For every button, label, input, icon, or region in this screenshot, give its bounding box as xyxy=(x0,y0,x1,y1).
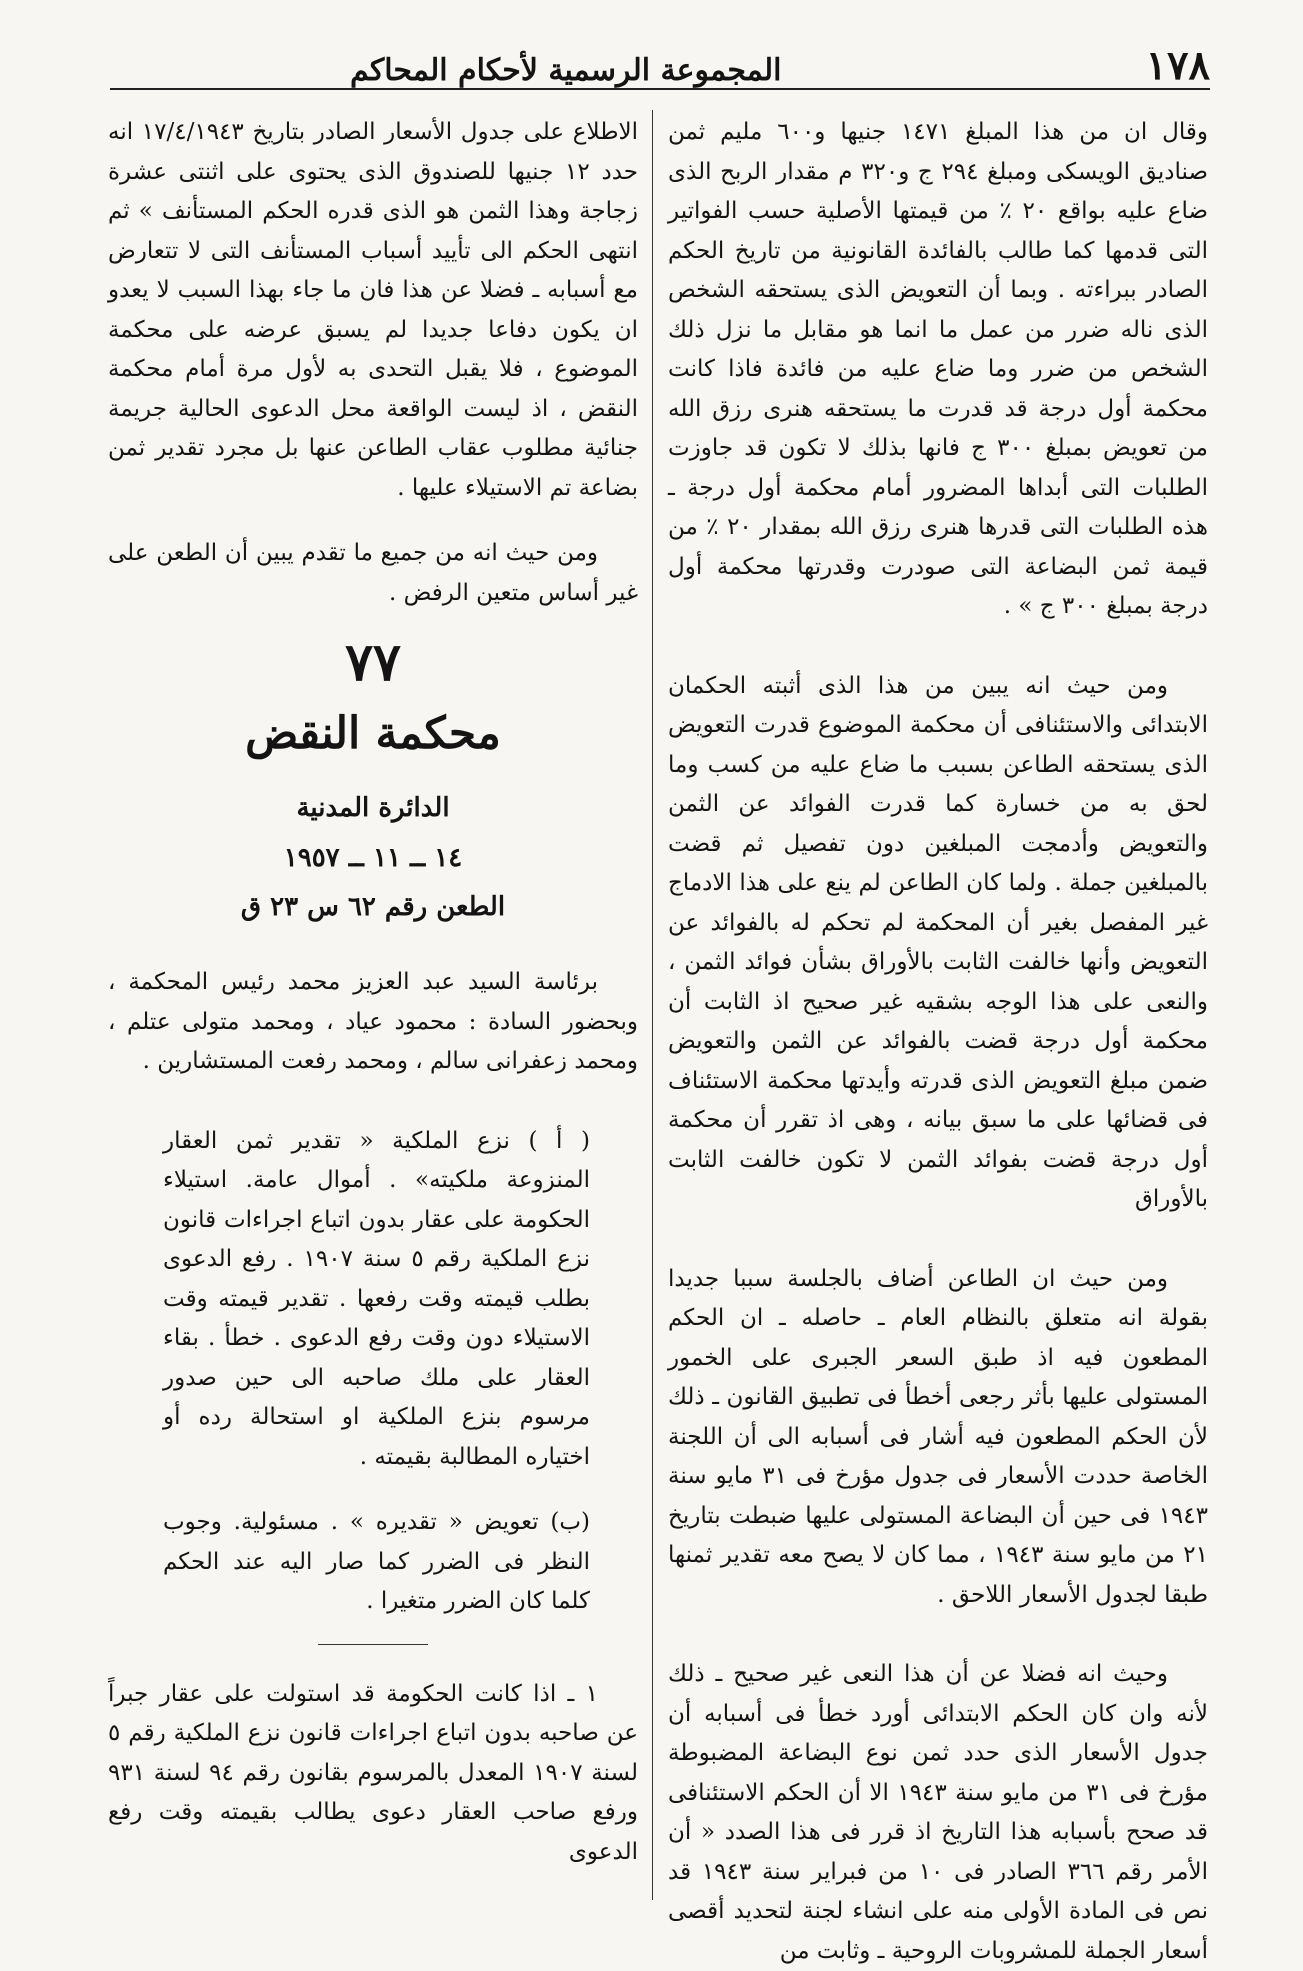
paragraph: وحيث انه فضلا عن أن هذا النعى غير صحيح ـ ذلك لأنه وان كان الحكم الابتدائى أورد خطأ فى أسبابه أن جدول الأسعار الذى حدد ثمن نوع البضاعة المضبوطة مؤرخ فى ٣١ من مايو سنة ١٩٤٣ الا أن الحكم الاستئنافى قد صحح بأسبابه هذا التاريخ اذ قرر فى هذا الصدد « أن الأمر رقم ٣٦٦ الصادر فى ١٠ من فبراير سنة ١٩٤٣ قد نص فى المادة الأولى منه على انشاء لجنة لتحديد أقصى أسعار الجملة للمشروبات الروحية ـ وثابت من xyxy=(668,1661,1209,1964)
section-rule xyxy=(318,1644,428,1645)
case-heading xyxy=(108,627,638,931)
court-name: محكمة النقض xyxy=(245,708,501,759)
continuation-paragraph: الاطلاع على جدول الأسعار الصادر بتاريخ ١٧/٤/١٩٤٣ انه حدد ١٢ جنيها للصندوق الذى يحتوى على اثنتى عشرة زجاجة وهذا الثمن هو الذى قدره الحكم المستأنف » ثم انتهى الحكم الى تأييد أسباب المستأنف التى لا تتعارض مع أسبابه ـ فضلا عن هذا فان ما جاء بهذا السبب لا يعدو ان يكون دفاعا جديدا لم يسبق عرضه على محكمة الموضوع ، فلا يقبل التحدى به لأول مرة أمام محكمة النقض ، اذ ليست الواقعة محل الدعوى الحالية جريمة جنائية مطلوب عقاب الطاعن عنها بل مجرد تقدير ثمن بضاعة تم الاستيلاء عليها . xyxy=(108,119,639,501)
headnote-b: (ب) تعويض « تقديره » . مسئولية. وجوب النظر فى الضرر كما صار اليه عند الحكم كلما كان الضرر متغيرا . xyxy=(163,1509,590,1614)
paragraph: ومن حيث ان الطاعن أضاف بالجلسة سببا جديدا بقولة انه متعلق بالنظام العام ـ حاصله ـ ان الحكم المطعون فيه اذ طبق السعر الجبرى على الخمور المستولى عليها بأثر رجعى أخطأ فى تطبيق القانون ـ ذلك لأن الحكم المطعون فيه أشار فى أسبابه الى أن اللجنة الخاصة حددت الأسعار فى جدول مؤرخ فى ٣١ مايو سنة ١٩٤٣ فى حين أن البضاعة المستولى عليها ضبطت بتاريخ ٢١ من مايو سنة ١٩٤٣ ، مما كان لا يصح معه تقدير ثمنها طبقا لجدول الأسعار اللاحق . xyxy=(668,1265,1209,1608)
headnote-a: ( أ ) نزع الملكية « تقدير ثمن العقار المنزوعة ملكيته» . أموال عامة. استيلاء الحكومة على عقار بدون اتباع اجراءات قانون نزع الملكية رقم ٥ سنة ١٩٠٧ . رفع الدعوى بطلب قيمته وقت رفعها . تقدير قيمته وقت الاستيلاء دون وقت رفع الدعوى . خطأ . بقاء العقار على ملك صاحبه الى حين صدور مرسوم بنزع الملكية او استحالة رده أو اختياره المطالبة بقيمته . xyxy=(163,1127,590,1470)
appeal-number: الطعن رقم ٦٢ س ٢٣ ق xyxy=(240,892,506,922)
column-divider xyxy=(652,110,653,1900)
header-rule xyxy=(110,88,1210,90)
right-column xyxy=(668,113,1208,1971)
page-number: ١٧٨ xyxy=(1145,42,1210,89)
bench-composition: برئاسة السيد عبد العزيز محمد رئيس المحكمة ، وبحضور السادة : محمود عياد ، ومحمد متولى عتلم ، ومحمد زعفرانى سالم ، ومحمد رفعت المستشارين . xyxy=(108,969,638,1074)
judgment-date: ١٤ ــ ١١ ــ ١٩٥٧ xyxy=(283,843,463,873)
paragraph: ومن حيث انه يبين من هذا الذى أثبته الحكمان الابتدائى والاستئنافى أن محكمة الموضوع قدرت التعويض الذى يستحقه الطاعن بسبب ما ضاع عليه من كسب وما لحق به من خسارة كما قدرت الفوائد عن الثمن والتعويض وأدمجت المبلغين دون تفصيل ثم قضت بالمبلغين جملة . ولما كان الطاعن لم ينع على هذا الادماج غير المفصل بغير أن المحكمة لم تحكم له بالفوائد عن التعويض وأنها خالفت الثابت بالأوراق بشأن فوائد الثمن ، والنعى على هذا الوجه بشقيه غير صحيح اذ الثابت أن محكمة أول درجة قضت بالفوائد عن الثمن والتعويض ضمن مبلغ التعويض الذى قدرته وأيدتها محكمة الاستئناف فى قضائها على ما سبق بيانه ، وهى اذ تقرر أن محكمة أول درجة قضت بفوائد الثمن لا تكون خالفت الثابت بالأوراق xyxy=(668,672,1208,1212)
case-number: ٧٧ xyxy=(345,632,401,693)
principle-paragraph: ١ ـ اذا كانت الحكومة قد استولت على عقار جبراً عن صاحبه بدون اتباع اجراءات قانون نزع الملكية رقم ٥ لسنة ١٩٠٧ المعدل بالمرسوم بقانون رقم ٩٤ لسنة ٩٣١ ورفع صاحب العقار دعوى يطالب بقيمته وقت رفع الدعوى xyxy=(108,1680,639,1865)
running-title: المجموعة الرسمية لأحكام المحاكم xyxy=(350,53,782,88)
paragraph: وقال ان من هذا المبلغ ١٤٧١ جنيها و٦٠٠ مليم ثمن صناديق الويسكى ومبلغ ٢٩٤ ج و٣٢٠ م مقدار الربح الذى ضاع عليه بواقع ٢٠ ٪ من قيمتها الأصلية حسب الفواتير التى قدمها كما طالب بالفائدة القانونية من تاريخ الحكم الصادر ببراءته . وبما أن التعويض الذى يستحقه الشخص الذى ناله ضرر من عمل ما انما هو مقابل ما نزل ذلك الشخص من ضرر وما ضاع عليه من فائدة فاذا كانت محكمة أول درجة قد قدرت ما يستحقه هنرى رزق الله من تعويض بمبلغ ٣٠٠ ج فانها بذلك لا تكون قد جاوزت الطلبات التى أبداها المضرور أمام محكمة أول درجة ـ هذه الطلبات التى قدرها هنرى رزق الله بمقدار ٢٠ ٪ من قيمة ثمن البضاعة التى صودرت وقدرتها محكمة أول درجة بمبلغ ٣٠٠ ج » . xyxy=(668,119,1208,619)
circuit-name: الدائرة المدنية xyxy=(296,793,450,823)
page-header xyxy=(110,28,1210,89)
left-column xyxy=(108,113,638,1872)
conclusion-paragraph: ومن حيث انه من جميع ما تقدم يبين أن الطعن على غير أساس متعين الرفض . xyxy=(108,540,638,606)
